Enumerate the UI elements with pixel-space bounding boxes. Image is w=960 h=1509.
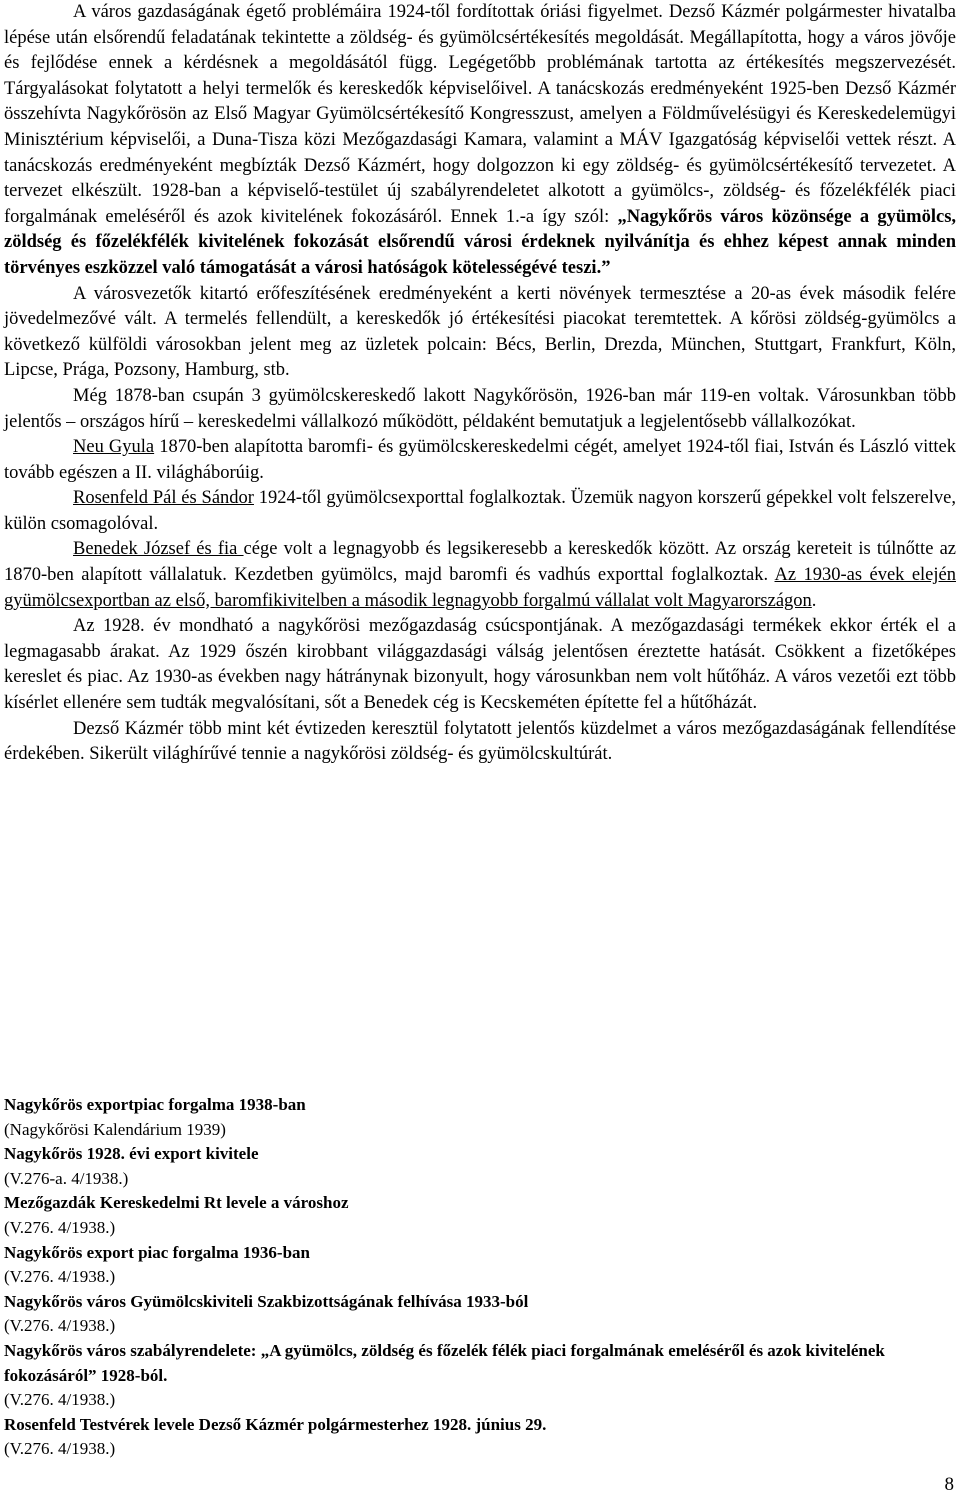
reference-source: (V.276. 4/1938.) (4, 1390, 116, 1410)
page-number: 8 (944, 1474, 954, 1495)
reference-source: (Nagykőrösi Kalendárium 1939) (4, 1119, 226, 1139)
reference-title: Nagykőrös város Gyümölcskiviteli Szakbizottságának felhívása 1933-ból (4, 1291, 529, 1311)
paragraph-1-text-b: -a így szól: (519, 206, 618, 227)
paragraph-6-end: . (811, 590, 817, 611)
paragraph-4-text: 1870-ben alapította baromfi- és gyümölcskereskedelmi cégét, amelyet 1924-től fiai, István és László vittek tovább egészen a II. világháborúig. (4, 437, 956, 483)
paragraph-6 (4, 537, 956, 614)
paragraph-1 (4, 0, 956, 282)
reference-title: Nagykőrös város szabályrendelete: „A gyümölcs, zöldség és főzelék félék piaci forgalmának emeléséről és azok kivitelének fokozásáról” 1928-ból. (4, 1340, 885, 1385)
paragraph-8: Dezső Kázmér több mint két évtizeden keresztül folytatott jelentős küzdelmet a város mezőgazdaságának fellendítése érdekében. Sikerült világhírűvé tennie a nagykőrösi zöldség- és gyümölcskultúrát. (4, 718, 956, 765)
company-name-rosenfeld: Rosenfeld Pál és Sándor (73, 488, 254, 509)
reference-list (4, 1093, 956, 1462)
paragraph-2: A városvezetők kitartó erőfeszítésének eredményeként a kerti növények termesztése a 20-as évek második felére jövedelmezővé vált. A termelés fellendült, a kereskedők jó értékesítési piacokat teremtettek. A kőrösi zöldség-gyümölcs a következő külföldi városokban jelent meg az üzletek polcain: Bécs, Berlin, Drezda, München, Stuttgart, Frankfurt, Köln, Lipcse, Prága, Pozsony, Hamburg, stb. (4, 283, 956, 381)
reference-title: Mezőgazdák Kereskedelmi Rt levele a városhoz (4, 1193, 349, 1213)
reference-source: (V.276-a. 4/1938.) (4, 1168, 129, 1188)
reference-source: (V.276. 4/1938.) (4, 1267, 116, 1287)
company-name-benedek: Benedek József és fia (73, 539, 244, 560)
company-name-neu: Neu Gyula (73, 437, 155, 458)
reference-source: (V.276. 4/1938.) (4, 1439, 116, 1459)
reference-title: Nagykőrös 1928. évi export kivitele (4, 1144, 259, 1164)
paragraph-6-underlined: Az 1930-as évek elején gyümölcsexportban az első, baromfikivitelben a második legnagyobb forgalmú vállalat volt Magyarországon (4, 565, 956, 611)
paragraph-7: Az 1928. év mondható a nagykőrösi mezőgazdaság csúcspontjának. A mezőgazdasági termékek ekkor érték el a legmagasabb árakat. Az 1929 őszén kirobbant világgazdasági válság jelentősen éreztette hatását. Csökkent a fizetőképes kereslet és piac. Az 1930-as években nagy hátránynak bizonyult, hogy városunkban nem volt hűtőház. A város vezetői ezt több kísérlet ellenére sem tudták megvalósítani, sőt a Benedek cég is Kecskeméten építette fel a hűtőházát. (4, 616, 956, 714)
reference-source: (V.276. 4/1938.) (4, 1217, 116, 1237)
paragraph-5 (4, 486, 956, 537)
paragraph-4 (4, 435, 956, 486)
paragraph-3: Még 1878-ban csupán 3 gyümölcskereskedő lakott Nagykőrösön, 1926-ban már 119-en voltak. Városunkban több jelentős – országos hírű – kereskedelmi vállalkozó működött, példaként bemutatjuk a legjelentősebb vállalkozókat. (4, 385, 956, 432)
paragraph-5-text: 1924-től gyümölcsexporttal foglalkoztak. Üzemük nagyon korszerű gépekkel volt felszerelve, külön csomagolóval. (4, 488, 956, 534)
reference-source: (V.276. 4/1938.) (4, 1316, 116, 1336)
document-body (4, 0, 956, 768)
reference-title: Nagykőrös export piac forgalma 1936-ban (4, 1242, 310, 1262)
reference-title: Nagykőrös exportpiac forgalma 1938-ban (4, 1095, 306, 1114)
ordinance-quote: „Nagykőrös város közönsége a gyümölcs, zöldség és főzelékfélék kivitelének fokozását elsőrendű városi érdeknek nyilvánítja és ehhez képest annak minden törvényes eszközzel való támogatását a városi hatóságok kötelességévé teszi.” (4, 206, 957, 278)
paragraph-1-text: A város gazdaságának égető problémáira 1924-től fordítottak óriási figyelmet. Dezső Kázmér polgármester hivatalba lépése után elsőrendű feladatának tekintette a zöldség- és gyümölcsértékesítés megoldását. Megállapította, hogy a város jövője és fejlődése ennek a kérdésnek a megoldásától függ. Legégetőbb problémának tartotta az értékesítés megszervezését. Tárgyalásokat folytatott a helyi termelők és kereskedők képviselőivel. A tanácskozás eredményeként 1925-ben Dezső Kázmér összehívta Nagykőrösön az Első Magyar Gyümölcsértékesítő Kongresszust, amelyen a Földművelésügyi és Kereskedelemügyi Minisztérium képviselői, a Duna-Tisza közi Mezőgazdasági Kamara, valamint a MÁV Igazgatóság képviselői vettek részt. A tanácskozás eredményeként megbízták Dezső Kázmért, hogy dolgozzon ki egy zöldség- és gyümölcsértékesítő tervezetet. A tervezet elkészült. 1928-ban a képviselő-testület új szabályrendeletet alkotott a gyümölcs-, zöldség- és főzelékfélék piaci forgalmának emeléséről és azok kivitelének fokozásáról. Ennek 1. (4, 2, 956, 227)
paragraph-6-text: cége volt a legnagyobb és legsikeresebb a kereskedők között. Az ország kereteit is túlnőtte az 1870-ben alapított vállalatuk. Kezdetben gyümölcs, majd baromfi és vadhús exporttal foglalkoztak. (4, 539, 956, 586)
reference-title: Rosenfeld Testvérek levele Dezső Kázmér polgármesterhez 1928. június 29. (4, 1414, 547, 1434)
